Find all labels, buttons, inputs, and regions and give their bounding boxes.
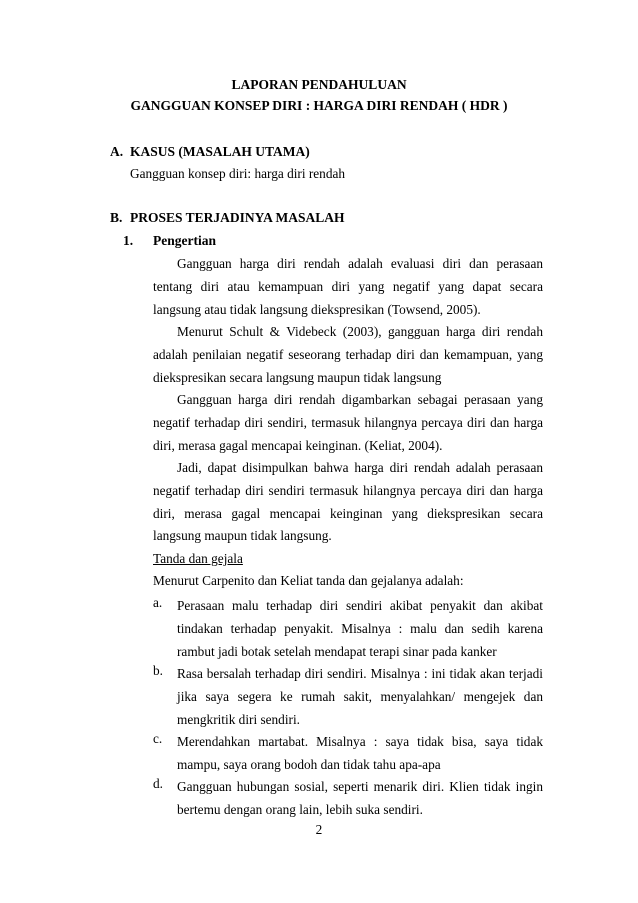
list-marker: a. — [153, 595, 163, 610]
list-marker: c. — [153, 731, 163, 746]
list-item-text: Rasa bersalah terhadap diri sendiri. Misalnya : ini tidak akan terjadi jika saya segera ke rumah sakit, menyalahkan/ mengejek dan mengkritik diri sendiri. — [177, 666, 543, 727]
signs-intro: Menurut Carpenito dan Keliat tanda dan gejalanya adalah: — [153, 573, 464, 588]
paragraph-definition-2: Menurut Schult & Videbeck (2003), gangguan harga diri rendah adalah penilaian negatif seseorang terhadap diri dan kemampuan, yang diekspresikan secara langsung maupun tidak langsung — [153, 324, 543, 385]
subsection-1-heading — [123, 233, 216, 249]
section-b-heading — [110, 210, 345, 226]
signs-heading: Tanda dan gejala — [153, 551, 243, 566]
list-item-text: Merendahkan martabat. Misalnya : saya tidak bisa, saya tidak mampu, saya orang bodoh dan tidak tahu apa-apa — [177, 734, 543, 772]
section-a-text: Gangguan konsep diri: harga diri rendah — [130, 166, 346, 181]
list-item-text: Gangguan hubungan sosial, seperti menarik diri. Klien tidak ingin bertemu dengan orang lain, lebih suka sendiri. — [177, 779, 543, 817]
section-b-label: B. — [110, 210, 123, 225]
subsection-1-title: Pengertian — [153, 233, 216, 248]
subsection-1-number: 1. — [123, 233, 134, 248]
document-subtitle: GANGGUAN KONSEP DIRI : HARGA DIRI RENDAH ( HDR ) — [130, 98, 508, 113]
paragraph-conclusion: Jadi, dapat disimpulkan bahwa harga diri rendah adalah perasaan negatif terhadap diri sendiri termasuk hilangnya percaya diri dan harga diri, merasa gagal mencapai keinginan yang diekspresikan secara langsung maupun tidak langsung. — [153, 460, 543, 544]
paragraph-definition-1: Gangguan harga diri rendah adalah evaluasi diri dan perasaan tentang diri atau kemampuan diri yang negatif yang dapat secara langsung atau tidak langsung diekspresikan (Towsend, 2005). — [153, 256, 543, 317]
section-a-title: KASUS (MASALAH UTAMA) — [130, 144, 310, 159]
list-marker: b. — [153, 663, 163, 678]
list-item — [153, 595, 543, 663]
document-title: LAPORAN PENDAHULUAN — [231, 77, 407, 92]
section-b-title: PROSES TERJADINYA MASALAH — [130, 210, 345, 225]
paragraph-definition-3: Gangguan harga diri rendah digambarkan sebagai perasaan yang negatif terhadap diri sendiri, termasuk hilangnya percaya diri dan harga diri, merasa gagal mencapai keinginan. (Keliat, 2004). — [153, 392, 543, 453]
page-number: 2 — [315, 822, 323, 837]
list-item — [153, 776, 543, 822]
list-item — [153, 731, 543, 777]
list-item-text: Perasaan malu terhadap diri sendiri akibat penyakit dan akibat tindakan terhadap penyakit. Misalnya : malu dan sedih karena rambut jadi botak setelah mendapat terapi sinar pada kanker — [177, 598, 543, 659]
section-a-heading — [110, 144, 310, 160]
list-item — [153, 663, 543, 731]
section-a-label: A. — [110, 144, 124, 159]
list-marker: d. — [153, 776, 163, 791]
